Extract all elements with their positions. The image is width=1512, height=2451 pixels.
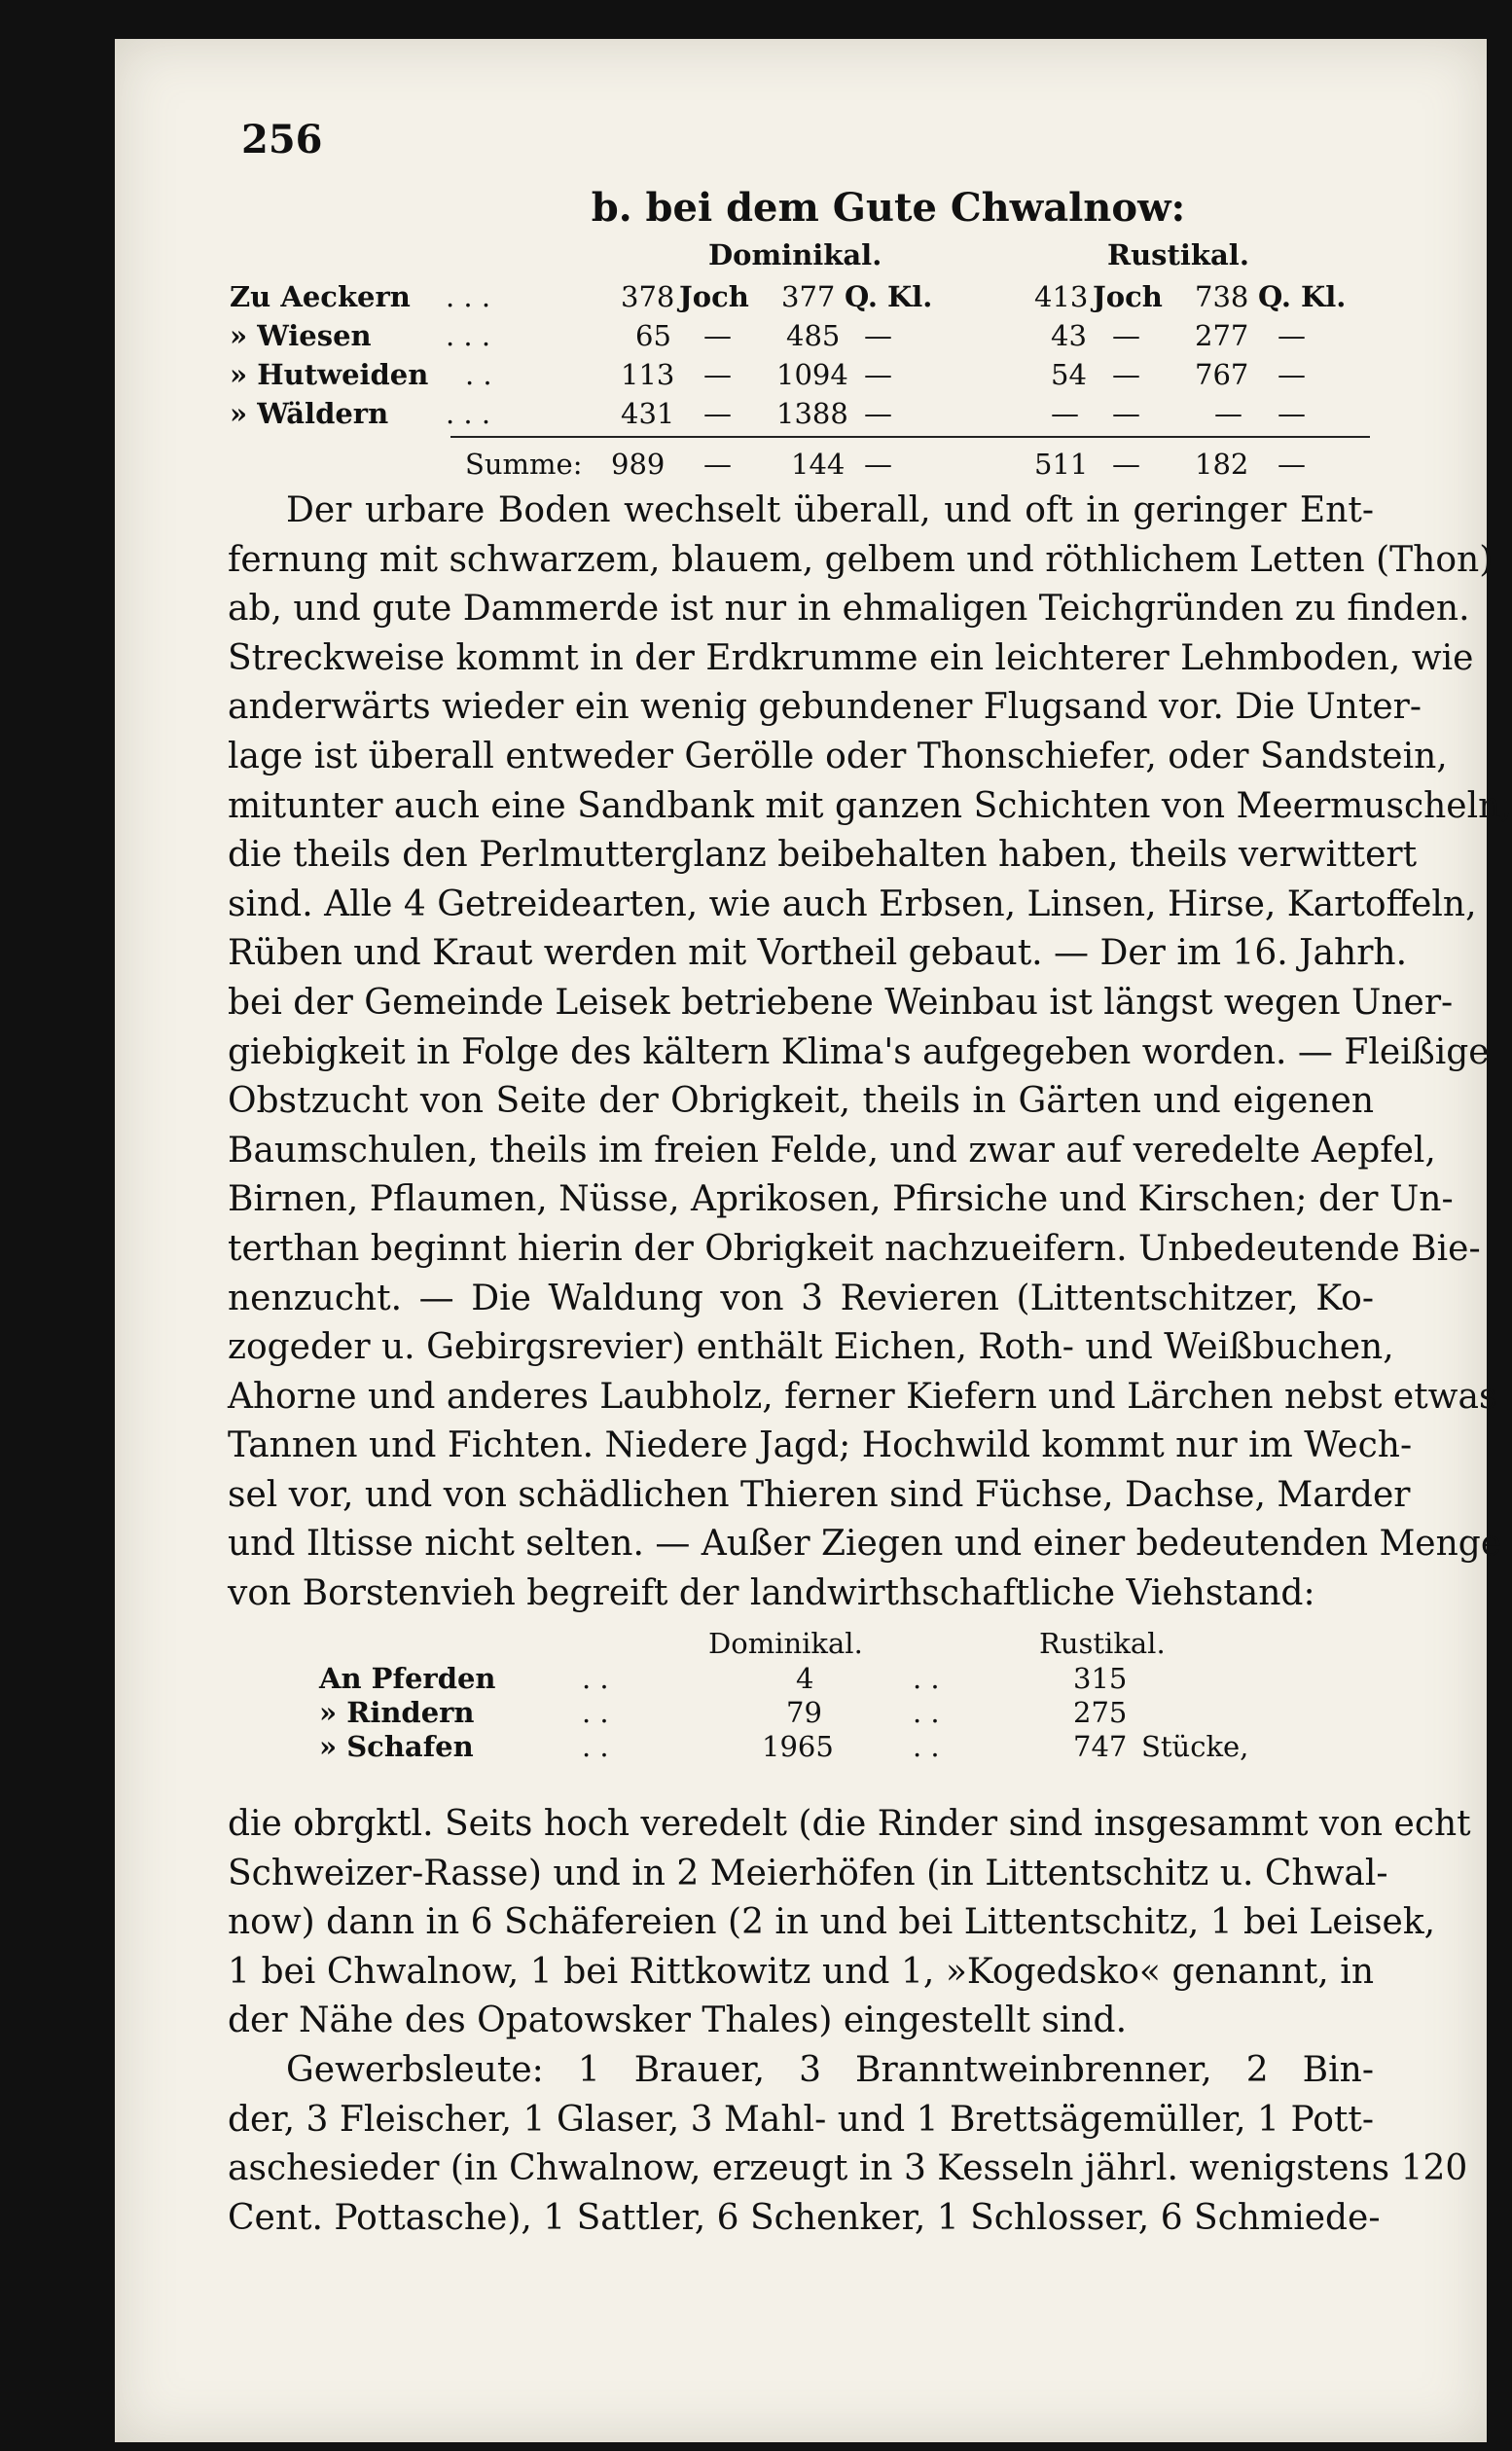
text-line: ab, und gute Dammerde ist nur in ehmaligen Teichgründen zu finden. [228,589,1470,630]
livestock-dominikal: 4 [796,1662,814,1695]
livestock-row-dots: . . [582,1730,609,1763]
text-line: bei der Gemeinde Leisek betriebene Weinbau ist längst wegen Uner- [228,982,1454,1023]
land-r-qkl: 277 [1195,319,1249,352]
land-d-joch: 65 [635,319,671,352]
land-d-qkl: 1094 [776,358,848,391]
livestock-mid-dots: . . [913,1730,940,1763]
land-sum-qkl-label: — [864,448,892,481]
text-line: mitunter auch eine Sandbank mit ganzen Schichten von Meermuscheln, [228,785,1512,826]
land-qkl-label: Q. Kl. [845,280,933,313]
text-line: der Nähe des Opatowsker Thales) eingestellt sind. [228,2000,1128,2041]
land-joch-label: — [703,319,732,352]
text-line: der, 3 Fleischer, 1 Glaser, 3 Mahl- und 1 Brettsägemüller, 1 Pott- [228,2099,1374,2140]
land-r-qkl: 738 [1195,280,1249,313]
livestock-suffix: Stücke, [1141,1730,1249,1763]
land-r-qkl-label: Q. Kl. [1258,280,1347,313]
land-d-joch: 113 [621,358,675,391]
land-joch-label: — [703,358,732,391]
section-heading: b. bei dem Gute Chwalnow: [591,185,1186,231]
text-line: Obstzucht von Seite der Obrigkeit, theils in Gärten und eigenen [228,1081,1374,1122]
livestock-header-dominikal: Dominikal. [708,1627,863,1660]
livestock-mid-dots: . . [913,1696,940,1729]
text-line: Cent. Pottasche), 1 Sattler, 6 Schenker, 1 Schlosser, 6 Schmiede- [228,2197,1381,2238]
text-line: sel vor, und von schädlichen Thieren sind Füchse, Dachse, Marder [228,1474,1411,1515]
land-row-label: » Wiesen [230,319,372,352]
text-line: von Borstenvieh begreift der landwirthschaftliche Viehstand: [228,1573,1315,1614]
text-line: Gewerbsleute: 1 Brauer, 3 Branntweinbrenner, 2 Bin- [286,2049,1374,2090]
land-sum-r-joch: 511 [1034,448,1089,481]
text-line: sind. Alle 4 Getreidearten, wie auch Erbsen, Linsen, Hirse, Kartoffeln, [228,883,1477,924]
land-row-dots: . . . [446,319,491,352]
land-joch-label: Joch [679,280,749,313]
land-d-joch: 378 [621,280,675,313]
land-d-qkl: 377 [781,280,836,313]
text-line: now) dann in 6 Schäfereien (2 in und bei Littentschitz, 1 bei Leisek, [228,1902,1436,1943]
land-d-qkl: 485 [786,319,841,352]
livestock-mid-dots: . . [913,1662,940,1695]
land-r-joch-label: — [1112,358,1140,391]
book-page [115,39,1512,2442]
text-line: Birnen, Pflaumen, Nüsse, Aprikosen, Pfirsiche und Kirschen; der Un- [228,1179,1454,1220]
livestock-header-rustikal: Rustikal. [1039,1627,1166,1660]
livestock-row-label: » Rindern [319,1696,475,1729]
land-d-qkl: 1388 [776,397,848,430]
land-header-rustikal: Rustikal. [1107,238,1249,271]
land-sum-r-qkl-label: — [1278,448,1306,481]
land-row-label: » Hutweiden [230,358,429,391]
land-sum-d-qkl: 144 [791,448,846,481]
paragraph-soil-agriculture [228,487,1512,1619]
text-line: fernung mit schwarzem, blauem, gelbem und röthlichem Letten (Thon) [228,539,1494,580]
livestock-row-label: » Schafen [319,1730,474,1763]
text-line: Ahorne und anderes Laubholz, ferner Kiefern und Lärchen nebst etwas [228,1376,1497,1417]
text-line: und Iltisse nicht selten. — Außer Ziegen und einer bedeutenden Menge [228,1524,1502,1565]
paragraph-livestock-trades [228,1800,1471,2243]
land-r-joch: — [1051,397,1079,430]
text-line: terthan beginnt hierin der Obrigkeit nachzueifern. Unbedeutende Bie- [228,1228,1481,1269]
land-r-joch-label: Joch [1093,280,1163,313]
land-r-qkl-label: — [1278,358,1306,391]
land-sum-r-qkl: 182 [1195,448,1249,481]
land-row-dots: . . . [446,397,491,430]
land-row-label: » Wäldern [230,397,389,430]
text-line: giebigkeit in Folge des kältern Klima's aufgegeben worden. — Fleißige [228,1031,1490,1072]
text-line: Baumschulen, theils im freien Felde, und zwar auf veredelte Aepfel, [228,1130,1436,1171]
text-line: anderwärts wieder ein wenig gebundener Flugsand vor. Die Unter- [228,687,1422,728]
sum-rule [450,436,1370,438]
land-row-label: Zu Aeckern [230,280,411,313]
land-r-qkl-label: — [1278,397,1306,430]
livestock-dominikal: 1965 [762,1730,834,1763]
livestock-rustikal: 315 [1073,1662,1128,1695]
land-r-qkl: 767 [1195,358,1249,391]
land-row-dots: . . . [446,280,491,313]
livestock-rustikal: 275 [1073,1696,1128,1729]
text-line: die obrgktl. Seits hoch veredelt (die Rinder sind insgesammt von echt [228,1804,1471,1844]
text-line: die theils den Perlmutterglanz beibehalten haben, theils verwittert [228,835,1418,876]
text-line: Streckweise kommt in der Erdkrumme ein leichterer Lehmboden, wie [228,637,1474,678]
text-line: Schweizer-Rasse) und in 2 Meierhöfen (in Littentschitz u. Chwal- [228,1853,1388,1893]
land-r-joch: 413 [1034,280,1089,313]
land-sum-joch-label: — [703,448,732,481]
text-line: 1 bei Chwalnow, 1 bei Rittkowitz und 1, »Kogedsko« genannt, in [228,1951,1374,1992]
land-header-dominikal: Dominikal. [708,238,882,271]
land-r-joch-label: — [1112,397,1140,430]
land-row-dots: . . [465,358,492,391]
text-line: aschesieder (in Chwalnow, erzeugt in 3 Kesseln jährl. wenigstens 120 [228,2148,1468,2189]
land-r-joch: 54 [1051,358,1087,391]
livestock-dominikal: 79 [786,1696,822,1729]
land-qkl-label: — [864,319,892,352]
land-d-joch: 431 [621,397,675,430]
livestock-row-dots: . . [582,1696,609,1729]
livestock-rustikal: 747 [1073,1730,1128,1763]
land-qkl-label: — [864,397,892,430]
livestock-row-label: An Pferden [319,1662,496,1695]
text-line: nenzucht. — Die Waldung von 3 Revieren (Littentschitzer, Ko- [228,1278,1374,1318]
page-number: 256 [241,117,323,162]
land-qkl-label: — [864,358,892,391]
text-line: lage ist überall entweder Gerölle oder Thonschiefer, oder Sandstein, [228,736,1448,776]
text-line: Der urbare Boden wechselt überall, und oft in geringer Ent- [286,490,1374,530]
land-sum-d-joch: 989 [611,448,666,481]
land-sum-label: Summe: [465,448,583,481]
land-r-joch-label: — [1112,319,1140,352]
text-line: Rüben und Kraut werden mit Vortheil gebaut. — Der im 16. Jahrh. [228,933,1408,974]
land-r-qkl-label: — [1278,319,1306,352]
land-r-joch: 43 [1051,319,1087,352]
livestock-row-dots: . . [582,1662,609,1695]
text-line: zogeder u. Gebirgsrevier) enthält Eichen, Roth- und Weißbuchen, [228,1327,1394,1368]
land-joch-label: — [703,397,732,430]
land-table [115,39,1487,487]
land-r-qkl: — [1214,397,1242,430]
land-sum-r-joch-label: — [1112,448,1140,481]
text-line: Tannen und Fichten. Niedere Jagd; Hochwild kommt nur im Wech- [228,1425,1413,1466]
